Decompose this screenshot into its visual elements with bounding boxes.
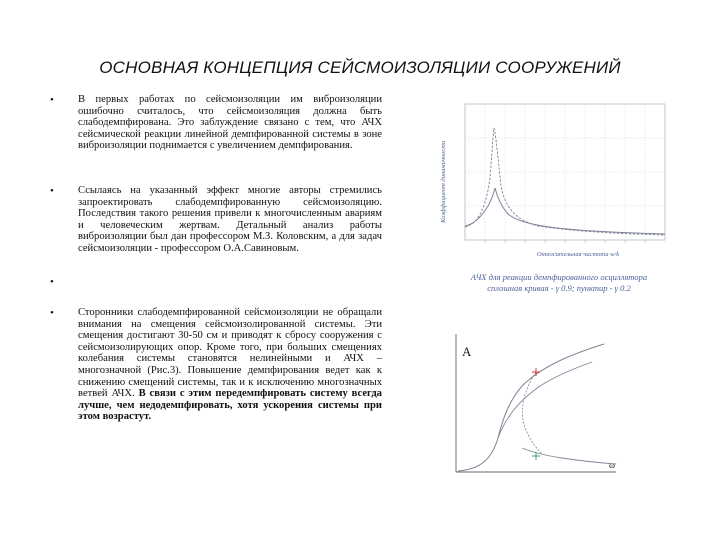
bullet-text <box>78 307 382 423</box>
figure1-xlabel: Относительная частота w/k <box>536 251 620 258</box>
nonlinear-response-figure <box>452 330 632 480</box>
bullet-text: Ссылаясь на указанный эффект многие авторы стремились запроектировать слабодемпфированную сейсмоизоляцию. Последствия такого решения привели к многочисленным авариям и человеческим жертвам. Детальный анализ работы виброизоляции был дан профессором М.З. Коловским, а для задач сейсмоизоляции - профессором О.А.Савиновым. <box>78 185 382 254</box>
page-title: ОСНОВНАЯ КОНЦЕПЦИЯ СЕЙСМОИЗОЛЯЦИИ СООРУЖЕНИЙ <box>99 58 621 77</box>
bullet-plain-text: Сторонники слабодемпфированной сейсмоизоляции не обращали внимания на смещения сейсмоизолированной системы. Эти смещения достигают 30-50 см и приводят к сбросу сооружения с сейсмоизолирующих опор. Кроме того, при больших смещениях колебания системы становятся нелинейными и АЧХ – многозначной (Рис.3). Повышение демпфирования ведет как к снижению смещений системы, так и к исключению многозначных ветвей АЧХ. <box>78 307 382 400</box>
bullet-item <box>50 185 382 255</box>
caption-line-1: АЧХ для реакции демпфированного осциллятора <box>470 272 648 282</box>
figure1-caption <box>428 272 690 294</box>
nonlinear-curve-unstable <box>522 372 542 454</box>
figure1-grid <box>465 104 665 240</box>
bullet-marker: • <box>50 185 54 197</box>
bullet-text: В первых работах по сейсмоизоляции им виброизоляции ошибочно считалось, что сейсмоизоляция должна быть слабодемпфирована. Это заблуждение связано с тем, что АЧХ сейсмической реакции линейной демпфированной системы в зоне виброизоляции поднимается с увеличением демпфирования. <box>78 94 382 152</box>
figure2-xlabel: ω <box>609 460 615 470</box>
bullet-marker: • <box>50 94 54 106</box>
figure1-ticks <box>485 240 645 243</box>
bullet-marker: • <box>50 276 54 288</box>
bullet-item <box>50 307 382 423</box>
jump-up-marker <box>532 368 540 376</box>
bullet-item <box>50 94 382 152</box>
figure2-ylabel: A <box>462 344 472 359</box>
bullet-bold-text: В связи с этим передемпфировать систему всегда лучше, чем недодемпфировать, хотя ускорения системы при этом возрастут. <box>78 388 382 423</box>
frequency-response-figure <box>428 98 680 268</box>
figure1-ylabel: Коэффициент динамичности <box>440 140 447 223</box>
bullet-marker: • <box>50 307 54 319</box>
nonlinear-curve-upper <box>458 344 604 471</box>
caption-line-2: сплошная кривая - γ 0.9; пунктир - γ 0.2 <box>487 283 631 293</box>
